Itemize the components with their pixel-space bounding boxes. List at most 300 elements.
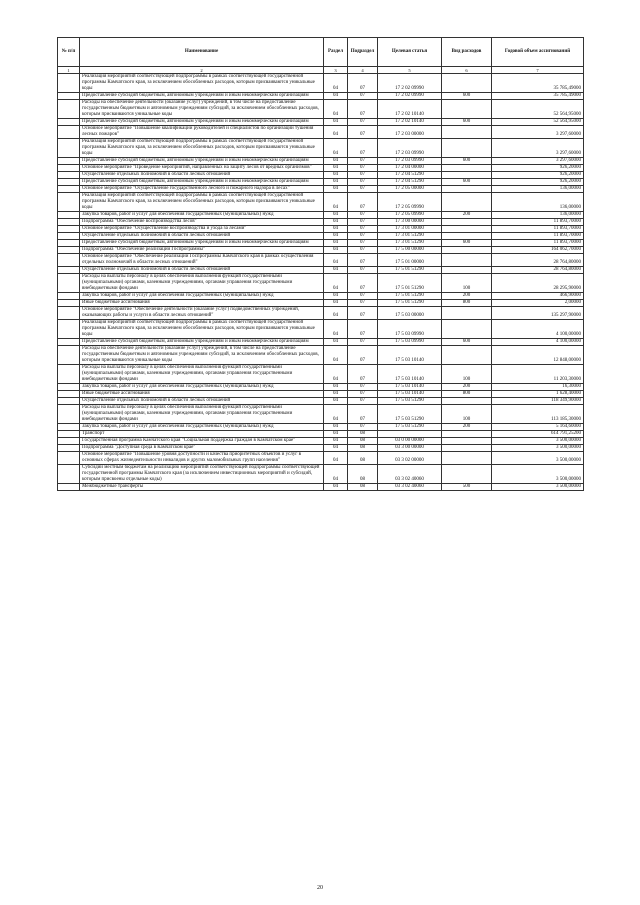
row-target-article-cell: 17 3 01 51290 (378, 240, 442, 247)
row-name-cell: Иные бюджетные ассигнования (80, 300, 324, 307)
row-target-article-cell: 17 2 02 09990 (378, 74, 442, 93)
row-expense-type-cell: 200 (442, 384, 492, 391)
row-target-article-cell: 17 5 01 51290 (378, 293, 442, 300)
row-name-cell: Расходы на выплаты персоналу в целях обеспечения выполнения функций государственными (муниципальными) органами, казенными учреждениями, органами управления государственными внебюджетными фондами (80, 405, 324, 424)
row-name-cell: Расходы на обеспечение деятельности (оказание услуг) учреждений, в том числе на предоставление государственным бюджетным и автономным учреждениям субсидий, за исключением обособленных расходов, которым присваиваются уникальные коды (80, 100, 324, 119)
row-razdel-cell: 04 (324, 254, 348, 267)
row-number-cell (58, 274, 80, 293)
row-podrazdel-cell: 08 (348, 484, 378, 491)
row-amount-cell: 4 100,00000 (492, 320, 584, 339)
row-razdel-cell: 04 (324, 267, 348, 274)
row-podrazdel-cell: 07 (348, 158, 378, 165)
row-target-article-cell: 17 2 03 09990 (378, 139, 442, 158)
row-podrazdel-cell: 07 (348, 179, 378, 186)
row-podrazdel-cell: 07 (348, 74, 378, 93)
row-target-article-cell: 17 2 02 09990 (378, 93, 442, 100)
row-expense-type-cell (442, 307, 492, 320)
row-razdel-cell: 04 (324, 233, 348, 240)
row-podrazdel-cell: 07 (348, 365, 378, 384)
row-expense-type-cell: 600 (442, 158, 492, 165)
table-row (58, 193, 584, 212)
row-number-cell (58, 93, 80, 100)
row-target-article-cell: 17 2 04 51290 (378, 172, 442, 179)
row-razdel-cell: 04 (324, 212, 348, 219)
column-index: 4 (348, 67, 378, 74)
table-row (58, 240, 584, 247)
row-target-article-cell: 03 3 00 00000 (378, 445, 442, 452)
row-podrazdel-cell: 07 (348, 307, 378, 320)
row-name-cell: Реализация мероприятий соответствующей подпрограммы в рамках соответствующей государственной программы Камчатского края, за исключением обособленных расходов, которым присваиваются уникальные коды (80, 139, 324, 158)
row-amount-cell: 11 893,70000 (492, 240, 584, 247)
row-podrazdel-cell: 07 (348, 247, 378, 254)
row-podrazdel-cell: 07 (348, 165, 378, 172)
row-podrazdel-cell: 07 (348, 126, 378, 139)
row-target-article-cell: 17 5 03 10140 (378, 391, 442, 398)
row-expense-type-cell (442, 254, 492, 267)
row-target-article-cell: 17 5 03 09990 (378, 320, 442, 339)
table-row (58, 300, 584, 307)
table-row (58, 119, 584, 126)
row-number-cell (58, 100, 80, 119)
row-number-cell (58, 339, 80, 346)
row-razdel-cell: 04 (324, 247, 348, 254)
row-podrazdel-cell: 07 (348, 274, 378, 293)
row-name-cell: Основное мероприятие "Повышение уровня доступности и качества приоритетных объектов и услуг в основных сферах жизнедеятельности инвалидов и других маломобильных групп населения" (80, 452, 324, 465)
row-name-cell: Подпрограмма "Обеспечение воспроизводства лесов" (80, 219, 324, 226)
column-index-row (58, 67, 584, 74)
row-razdel-cell: 04 (324, 193, 348, 212)
row-podrazdel-cell: 07 (348, 300, 378, 307)
row-razdel-cell: 04 (324, 339, 348, 346)
row-amount-cell: 52 564,95000 (492, 100, 584, 119)
row-target-article-cell: 17 5 03 09990 (378, 339, 442, 346)
row-razdel-cell: 04 (324, 300, 348, 307)
row-razdel-cell: 04 (324, 445, 348, 452)
row-podrazdel-cell: 07 (348, 226, 378, 233)
row-number-cell (58, 398, 80, 405)
row-name-cell: Предоставление субсидий бюджетным, автономным учреждениям и иным некоммерческим организациям (80, 158, 324, 165)
table-row (58, 438, 584, 445)
table-row (58, 219, 584, 226)
row-podrazdel-cell: 08 (348, 438, 378, 445)
row-name-cell: Предоставление субсидий бюджетным, автономным учреждениям и иным некоммерческим организациям (80, 119, 324, 126)
row-podrazdel-cell: 07 (348, 186, 378, 193)
row-razdel-cell: 04 (324, 405, 348, 424)
row-name-cell: Предоставление субсидий бюджетным, автономным учреждениям и иным некоммерческим организациям (80, 93, 324, 100)
col-header-podrazdel: Подраздел (348, 38, 378, 67)
row-expense-type-cell (442, 226, 492, 233)
row-expense-type-cell (442, 465, 492, 484)
row-expense-type-cell (442, 431, 492, 438)
row-razdel-cell: 04 (324, 452, 348, 465)
row-target-article-cell: 17 5 00 00000 (378, 247, 442, 254)
table-row (58, 365, 584, 384)
row-razdel-cell: 04 (324, 74, 348, 93)
column-index: 3 (324, 67, 348, 74)
row-number-cell (58, 438, 80, 445)
row-name-cell: Осуществление отдельных полномочий в области лесных отношений (80, 267, 324, 274)
row-expense-type-cell (442, 267, 492, 274)
row-target-article-cell: 17 2 02 10140 (378, 100, 442, 119)
row-target-article-cell: 17 5 03 10140 (378, 384, 442, 391)
row-name-cell: Транспорт (80, 431, 324, 438)
row-name-cell: Субсидии местным бюджетам на реализацию мероприятий соответствующей подпрограммы соответствующей государственной программы Камчатского края (за исключением инвестиционных мероприятий и субсидий, которым присвоены отдельные коды) (80, 465, 324, 484)
row-number-cell (58, 219, 80, 226)
table-row (58, 139, 584, 158)
table-row (58, 267, 584, 274)
budget-table (57, 37, 584, 491)
row-number-cell (58, 126, 80, 139)
row-razdel-cell: 04 (324, 100, 348, 119)
row-amount-cell: 136,00000 (492, 212, 584, 219)
row-number-cell (58, 465, 80, 484)
row-podrazdel-cell: 07 (348, 384, 378, 391)
row-expense-type-cell (442, 74, 492, 93)
row-expense-type-cell (442, 438, 492, 445)
row-target-article-cell: 17 5 01 51290 (378, 267, 442, 274)
row-expense-type-cell (442, 139, 492, 158)
row-podrazdel-cell: 07 (348, 172, 378, 179)
row-razdel-cell: 04 (324, 126, 348, 139)
row-amount-cell: 3 500,00000 (492, 445, 584, 452)
table-row (58, 126, 584, 139)
row-amount-cell: 3 500,00000 (492, 452, 584, 465)
row-number-cell (58, 193, 80, 212)
row-amount-cell: 1 628,40000 (492, 391, 584, 398)
row-name-cell: Осуществление отдельных полномочий в области лесных отношений (80, 398, 324, 405)
row-expense-type-cell (442, 126, 492, 139)
row-amount-cell: 2,00000 (492, 300, 584, 307)
row-expense-type-cell: 100 (442, 405, 492, 424)
row-number-cell (58, 247, 80, 254)
row-number-cell (58, 267, 80, 274)
row-podrazdel-cell: 07 (348, 212, 378, 219)
row-target-article-cell: 17 2 05 09990 (378, 212, 442, 219)
row-number-cell (58, 212, 80, 219)
column-index: 6 (442, 67, 492, 74)
row-number-cell (58, 179, 80, 186)
row-amount-cell: 3 297,60000 (492, 158, 584, 165)
row-expense-type-cell (442, 219, 492, 226)
row-podrazdel-cell: 07 (348, 233, 378, 240)
row-expense-type-cell (442, 445, 492, 452)
table-row (58, 165, 584, 172)
row-number-cell (58, 233, 80, 240)
row-name-cell: Основное мероприятие "Осуществление воспроизводства и ухода за лесами" (80, 226, 324, 233)
column-index: 2 (80, 67, 324, 74)
row-razdel-cell: 04 (324, 365, 348, 384)
row-name-cell: Закупка товаров, работ и услуг для обеспечения государственных (муниципальных) нужд (80, 384, 324, 391)
row-expense-type-cell: 500 (442, 484, 492, 491)
row-podrazdel-cell: 07 (348, 293, 378, 300)
row-razdel-cell: 04 (324, 139, 348, 158)
table-row (58, 179, 584, 186)
row-expense-type-cell (442, 193, 492, 212)
table-row (58, 172, 584, 179)
row-number-cell (58, 300, 80, 307)
row-target-article-cell: 17 5 03 51290 (378, 424, 442, 431)
table-row (58, 339, 584, 346)
row-target-article-cell: 17 3 01 00000 (378, 226, 442, 233)
row-expense-type-cell (442, 172, 492, 179)
table-row (58, 424, 584, 431)
column-index: 7 (492, 67, 584, 74)
row-razdel-cell: 04 (324, 274, 348, 293)
row-name-cell: Межбюджетные трансферты (80, 484, 324, 491)
row-target-article-cell: 17 2 05 09990 (378, 193, 442, 212)
row-name-cell: Расходы на выплаты персоналу в целях обеспечения выполнения функций государственными (муниципальными) органами, казенными учреждениями, органами управления государственными внебюджетными фондами (80, 365, 324, 384)
row-razdel-cell: 04 (324, 93, 348, 100)
row-number-cell (58, 254, 80, 267)
row-razdel-cell: 04 (324, 119, 348, 126)
row-number-cell (58, 484, 80, 491)
table-row (58, 307, 584, 320)
row-number-cell (58, 158, 80, 165)
row-amount-cell: 16,30000 (492, 384, 584, 391)
row-name-cell: Предоставление субсидий бюджетным, автономным учреждениям и иным некоммерческим организациям (80, 179, 324, 186)
row-amount-cell: 3 297,60000 (492, 139, 584, 158)
row-number-cell (58, 307, 80, 320)
row-podrazdel-cell: 08 (348, 452, 378, 465)
row-name-cell: Реализация мероприятий соответствующей подпрограммы в рамках соответствующей государственной программы Камчатского края, за исключением обособленных расходов, которым присваиваются уникальные коды (80, 74, 324, 93)
row-number-cell (58, 346, 80, 365)
row-expense-type-cell: 200 (442, 293, 492, 300)
row-name-cell: Закупка товаров, работ и услуг для обеспечения государственных (муниципальных) нужд (80, 212, 324, 219)
column-index: 5 (378, 67, 442, 74)
table-row (58, 384, 584, 391)
table-row (58, 465, 584, 484)
row-amount-cell: 135 297,90000 (492, 307, 584, 320)
row-amount-cell: 4 100,00000 (492, 339, 584, 346)
row-amount-cell: 113 185,30000 (492, 405, 584, 424)
row-expense-type-cell: 600 (442, 119, 492, 126)
row-amount-cell: 136,00000 (492, 193, 584, 212)
row-podrazdel-cell: 07 (348, 119, 378, 126)
row-amount-cell: 926,20000 (492, 179, 584, 186)
row-name-cell: Подпрограмма "Доступная среда в Камчатском крае" (80, 445, 324, 452)
row-amount-cell: 118 349,90000 (492, 398, 584, 405)
row-podrazdel-cell: 08 (348, 465, 378, 484)
row-expense-type-cell: 800 (442, 391, 492, 398)
row-target-article-cell: 17 2 04 51290 (378, 179, 442, 186)
row-razdel-cell: 04 (324, 320, 348, 339)
row-number-cell (58, 293, 80, 300)
row-name-cell: Расходы на выплаты персоналу в целях обеспечения выполнения функций государственными (муниципальными) органами, казенными учреждениями, органами управления государственными внебюджетными фондами (80, 274, 324, 293)
row-razdel-cell: 04 (324, 226, 348, 233)
row-razdel-cell: 04 (324, 172, 348, 179)
table-row (58, 346, 584, 365)
row-amount-cell: 3 297,60000 (492, 126, 584, 139)
row-number-cell (58, 320, 80, 339)
row-name-cell: Осуществление отдельных полномочий в области лесных отношений (80, 172, 324, 179)
row-amount-cell: 3 500,00000 (492, 484, 584, 491)
row-amount-cell: 466,90000 (492, 293, 584, 300)
row-expense-type-cell (442, 452, 492, 465)
row-amount-cell: 12 848,00000 (492, 346, 584, 365)
table-row (58, 100, 584, 119)
row-number-cell (58, 445, 80, 452)
row-podrazdel-cell: 07 (348, 424, 378, 431)
row-amount-cell: 11 893,70000 (492, 233, 584, 240)
table-row (58, 233, 584, 240)
row-amount-cell: 164 062,70000 (492, 247, 584, 254)
row-razdel-cell: 04 (324, 465, 348, 484)
row-target-article-cell: 17 5 01 00000 (378, 254, 442, 267)
row-name-cell: Реализация мероприятий соответствующей подпрограммы в рамках соответствующей государственной программы Камчатского края, за исключением обособленных расходов, которым присваиваются уникальные коды (80, 193, 324, 212)
row-name-cell: Предоставление субсидий бюджетным, автономным учреждениям и иным некоммерческим организациям (80, 240, 324, 247)
row-expense-type-cell: 100 (442, 274, 492, 293)
row-amount-cell: 926,20000 (492, 165, 584, 172)
row-number-cell (58, 431, 80, 438)
row-target-article-cell: 17 2 03 00000 (378, 126, 442, 139)
table-row (58, 254, 584, 267)
row-expense-type-cell (442, 165, 492, 172)
row-podrazdel-cell: 07 (348, 240, 378, 247)
table-row (58, 391, 584, 398)
row-expense-type-cell (442, 186, 492, 193)
row-amount-cell: 11 893,70000 (492, 219, 584, 226)
row-number-cell (58, 365, 80, 384)
row-expense-type-cell: 600 (442, 179, 492, 186)
row-expense-type-cell (442, 247, 492, 254)
row-number-cell (58, 405, 80, 424)
row-target-article-cell: 17 5 03 10140 (378, 365, 442, 384)
table-row (58, 186, 584, 193)
row-razdel-cell: 04 (324, 424, 348, 431)
row-number-cell (58, 139, 80, 158)
row-name-cell: Государственная программа Камчатского края "Социальная поддержка граждан в Камчатском крае" (80, 438, 324, 445)
row-amount-cell: 11 893,70000 (492, 226, 584, 233)
row-razdel-cell: 04 (324, 307, 348, 320)
row-razdel-cell: 04 (324, 384, 348, 391)
row-amount-cell: 52 564,95000 (492, 119, 584, 126)
col-header-number: № п/п (58, 38, 80, 67)
row-amount-cell: 136,00000 (492, 186, 584, 193)
row-name-cell: Предоставление субсидий бюджетным, автономным учреждениям и иным некоммерческим организациям (80, 339, 324, 346)
row-expense-type-cell (442, 346, 492, 365)
row-number-cell (58, 226, 80, 233)
table-row (58, 226, 584, 233)
col-header-target-article: Целевая статья (378, 38, 442, 67)
row-number-cell (58, 384, 80, 391)
row-name-cell: Основное мероприятие "Осуществление государственного лесного и пожарного надзора в лесах" (80, 186, 324, 193)
row-expense-type-cell: 600 (442, 339, 492, 346)
row-razdel-cell: 04 (324, 158, 348, 165)
row-name-cell: Расходы на обеспечение деятельности (оказание услуг) учреждений, в том числе на предоставление государственным бюджетным и автономным учреждениям субсидий, за исключением обособленных расходов, которым присваиваются уникальные коды (80, 346, 324, 365)
column-index: 1 (58, 67, 80, 74)
table-row (58, 398, 584, 405)
document-page (57, 37, 583, 491)
row-podrazdel-cell: 07 (348, 398, 378, 405)
row-amount-cell: 3 500,00000 (492, 438, 584, 445)
row-razdel-cell: 04 (324, 484, 348, 491)
row-razdel-cell: 04 (324, 391, 348, 398)
row-target-article-cell: 17 5 03 51290 (378, 398, 442, 405)
row-amount-cell: 28 764,80000 (492, 267, 584, 274)
table-row (58, 293, 584, 300)
row-podrazdel-cell: 07 (348, 100, 378, 119)
col-header-annual-amount: Годовой объем ассигнований (492, 38, 584, 67)
row-target-article-cell: 17 5 03 00000 (378, 307, 442, 320)
row-target-article-cell: 03 0 00 00000 (378, 438, 442, 445)
row-amount-cell: 926,20000 (492, 172, 584, 179)
row-razdel-cell: 04 (324, 293, 348, 300)
row-podrazdel-cell: 07 (348, 346, 378, 365)
row-podrazdel-cell: 07 (348, 193, 378, 212)
row-podrazdel-cell: 07 (348, 391, 378, 398)
row-name-cell: Основное мероприятие "Обеспечение реализации Госпрограммы Камчатского края в рамках осуществления отдельных полномочий в области лесных отношений" (80, 254, 324, 267)
row-name-cell: Осуществление отдельных полномочий в области лесных отношений (80, 233, 324, 240)
table-row (58, 93, 584, 100)
table-row (58, 445, 584, 452)
row-target-article-cell: 17 2 03 09990 (378, 158, 442, 165)
row-amount-cell: 28 764,80000 (492, 254, 584, 267)
row-expense-type-cell: 600 (442, 93, 492, 100)
row-razdel-cell: 04 (324, 240, 348, 247)
row-name-cell: Закупка товаров, работ и услуг для обеспечения государственных (муниципальных) нужд (80, 293, 324, 300)
row-podrazdel-cell: 07 (348, 93, 378, 100)
row-razdel-cell: 04 (324, 346, 348, 365)
row-razdel-cell: 04 (324, 186, 348, 193)
row-number-cell (58, 186, 80, 193)
row-podrazdel-cell: 07 (348, 320, 378, 339)
row-name-cell: Реализация мероприятий соответствующей подпрограммы в рамках соответствующей государственной программы Камчатского края, за исключением обособленных расходов, которым присваиваются уникальные коды (80, 320, 324, 339)
row-razdel-cell: 04 (324, 438, 348, 445)
row-amount-cell: 614 791,25200 (492, 431, 584, 438)
row-number-cell (58, 165, 80, 172)
row-name-cell: Закупка товаров, работ и услуг для обеспечения государственных (муниципальных) нужд (80, 424, 324, 431)
row-number-cell (58, 119, 80, 126)
row-number-cell (58, 172, 80, 179)
table-row (58, 274, 584, 293)
row-name-cell: Подпрограмма "Обеспечение реализации Госпрограммы" (80, 247, 324, 254)
row-razdel-cell: 04 (324, 219, 348, 226)
row-name-cell: Основное мероприятие "Проведение мероприятий, направленных на защиту лесов от вредных организмов" (80, 165, 324, 172)
row-target-article-cell: 17 2 04 00000 (378, 165, 442, 172)
row-name-cell: Основное мероприятие "Повышение квалификации руководителей и специалистов по организации тушения лесных пожаров" (80, 126, 324, 139)
table-row (58, 212, 584, 219)
row-expense-type-cell: 600 (442, 240, 492, 247)
row-podrazdel-cell: 07 (348, 339, 378, 346)
row-razdel-cell: 04 (324, 179, 348, 186)
page-number: 20 (317, 885, 323, 891)
row-name-cell: Иные бюджетные ассигнования (80, 391, 324, 398)
col-header-expense-type: Вид расходов (442, 38, 492, 67)
row-expense-type-cell (442, 233, 492, 240)
row-expense-type-cell (442, 100, 492, 119)
row-target-article-cell: 17 5 01 51290 (378, 300, 442, 307)
row-target-article-cell: 03 3 02 00000 (378, 452, 442, 465)
table-row (58, 158, 584, 165)
row-expense-type-cell (442, 398, 492, 405)
row-target-article-cell: 17 5 01 51290 (378, 274, 442, 293)
table-row (58, 405, 584, 424)
row-target-article-cell: 17 5 03 51290 (378, 405, 442, 424)
row-target-article-cell: 03 3 02 40060 (378, 484, 442, 491)
row-podrazdel-cell: 07 (348, 267, 378, 274)
row-podrazdel-cell: 08 (348, 445, 378, 452)
row-expense-type-cell (442, 320, 492, 339)
table-row (58, 431, 584, 438)
row-name-cell: Основное мероприятие "Обеспечение деятельности (оказание услуг) подведомственных учреждений, оказывающих работы и услуги в области лесных отношений" (80, 307, 324, 320)
table-row (58, 484, 584, 491)
row-amount-cell: 11 203,30000 (492, 365, 584, 384)
col-header-name: Наименование (80, 38, 324, 67)
row-target-article-cell: 03 3 02 40060 (378, 465, 442, 484)
table-row (58, 320, 584, 339)
row-number-cell (58, 391, 80, 398)
row-target-article-cell: 17 5 03 10140 (378, 346, 442, 365)
